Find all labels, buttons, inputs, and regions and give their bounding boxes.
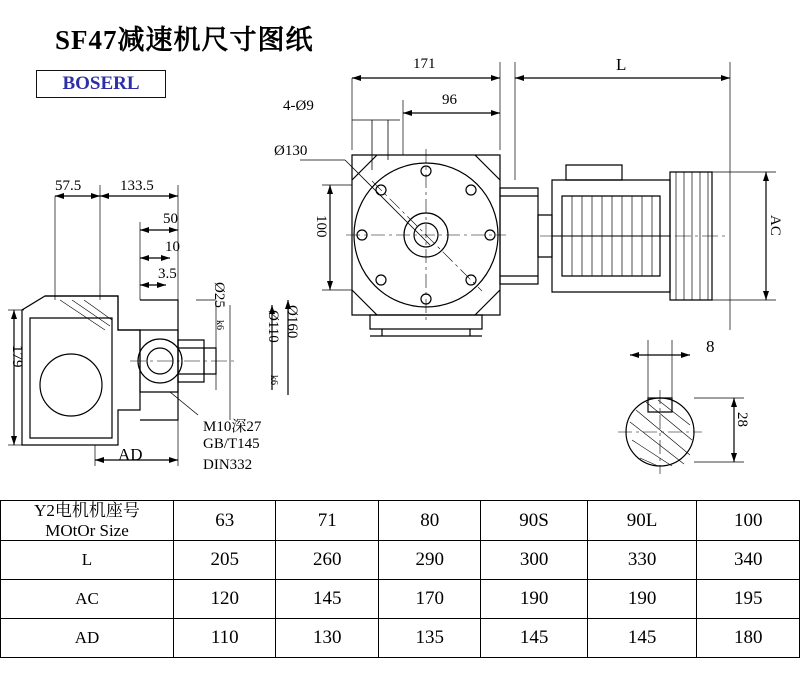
table-row [1,580,800,619]
row-header-AC: AC [1,580,174,619]
row-header-AD: AD [1,619,174,658]
cell: 90L [587,501,697,541]
cell: 135 [378,619,480,658]
dim-171-label: 171 [413,56,436,72]
dim-AD-label: AD [118,445,143,464]
dim-179-label: 179 [9,345,25,368]
cell: 90S [481,501,587,541]
row-header-cn: Y2电机机座号 [34,501,140,520]
table-row [1,619,800,658]
cell: 260 [276,541,378,580]
cell: 145 [587,619,697,658]
cell: 330 [587,541,697,580]
brand-logo: BOSERL [36,70,166,98]
cell: 100 [697,501,800,541]
dim-50-label: 50 [163,211,178,227]
tol-25-label: k6 [214,320,225,330]
tol-110-label: k6 [268,375,279,385]
note-m10-label: M10深27 [203,419,262,435]
holes-4-d9-label: 4-Ø9 [283,98,314,114]
cell: 145 [276,580,378,619]
page-title: SF47减速机尺寸图纸 [55,25,314,55]
row-header-en: MOtOr Size [45,520,129,540]
cell: 190 [481,580,587,619]
cell: 120 [174,580,276,619]
row-header-motor-size [1,501,174,541]
note-din332-label: DIN332 [203,457,253,473]
dia-130-label: Ø130 [274,143,308,159]
cell: 290 [378,541,480,580]
cell: 300 [481,541,587,580]
cell: 110 [174,619,276,658]
dim-AC-label: AC [767,215,783,236]
cell: 340 [697,541,800,580]
cell: 63 [174,501,276,541]
dim-10-label: 10 [165,239,180,255]
cell: 145 [481,619,587,658]
note-gbt145-label: GB/T145 [203,436,260,452]
cell: 130 [276,619,378,658]
cell: 80 [378,501,480,541]
dim-3-5-label: 3.5 [158,266,177,282]
cell: 195 [697,580,800,619]
dim-8-label: 8 [706,337,715,356]
dim-133-5-label: 133.5 [120,178,154,194]
dim-96-label: 96 [442,92,457,108]
row-header-L: L [1,541,174,580]
dimension-table [0,500,800,658]
dim-28-label: 28 [734,412,750,427]
table-row [1,541,800,580]
dim-57-5-label: 57.5 [55,178,82,194]
cell: 205 [174,541,276,580]
table-row [1,501,800,541]
cell: 190 [587,580,697,619]
cell: 170 [378,580,480,619]
dim-L-label: L [616,55,627,74]
dim-100-label: 100 [313,215,329,238]
cell: 71 [276,501,378,541]
dia-110-label: Ø110 [265,310,281,343]
dia-160-label: Ø160 [284,305,300,339]
dia-25-label: Ø25 [211,282,227,308]
cell: 180 [697,619,800,658]
